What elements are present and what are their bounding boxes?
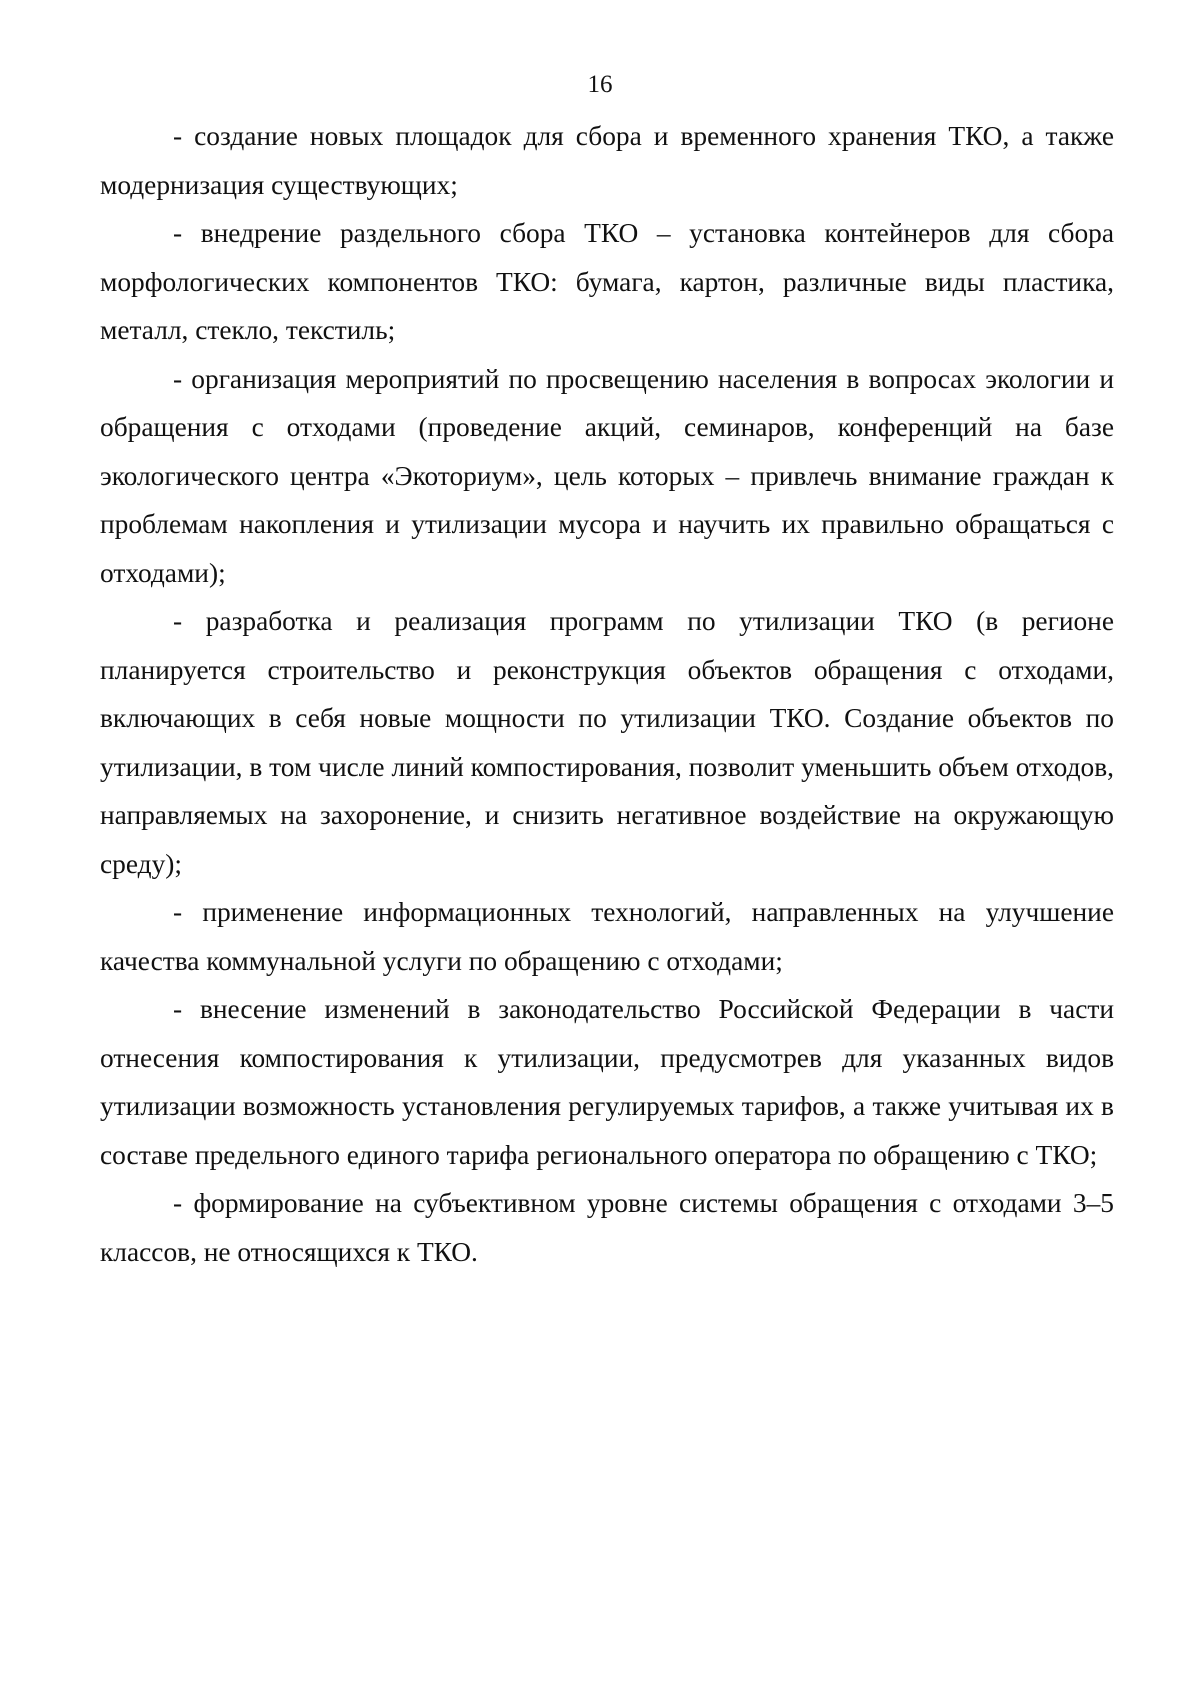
body-text — [100, 112, 1114, 1276]
paragraph-separate-collection: - внедрение раздельного сбора ТКО – установка контейнеров для сбора морфологических компонентов ТКО: бумага, картон, различные виды пластика, металл, стекло, текстиль; — [100, 218, 1114, 345]
paragraph-information-technologies: - применение информационных технологий, направленных на улучшение качества коммунальной услуги по обращению с отходами; — [100, 897, 1114, 976]
paragraph-new-sites: - создание новых площадок для сбора и временного хранения ТКО, а также модернизация существующих; — [100, 121, 1114, 200]
page-number: 16 — [587, 71, 613, 98]
paragraph-utilization-programs: - разработка и реализация программ по утилизации ТКО (в регионе планируется строительство и реконструкция объектов обращения с отходами, включающих в себя новые мощности по утилизации ТКО. Создание объектов по утилизации, в том числе линий компостирования, позволит уменьшить объем отходов, направляемых на захоронение, и снизить негативное воздействие на окружающую среду); — [100, 606, 1114, 879]
paragraph-waste-system-formation: - формирование на субъективном уровне системы обращения с отходами 3–5 классов, не относящихся к ТКО. — [100, 1188, 1114, 1267]
paragraph-education-events: - организация мероприятий по просвещению населения в вопросах экологии и обращения с отходами (проведение акций, семинаров, конференций на базе экологического центра «Экоториум», цель которых – привлечь внимание граждан к проблемам накопления и утилизации мусора и научить их правильно обращаться с отходами); — [100, 363, 1114, 588]
paragraph-legislation-changes: - внесение изменений в законодательство Российской Федерации в части отнесения компостирования к утилизации, предусмотрев для указанных видов утилизации возможность установления регулируемых тарифов, а также учитывая их в составе предельного единого тарифа регионального оператора по обращению с ТКО; — [100, 994, 1114, 1170]
